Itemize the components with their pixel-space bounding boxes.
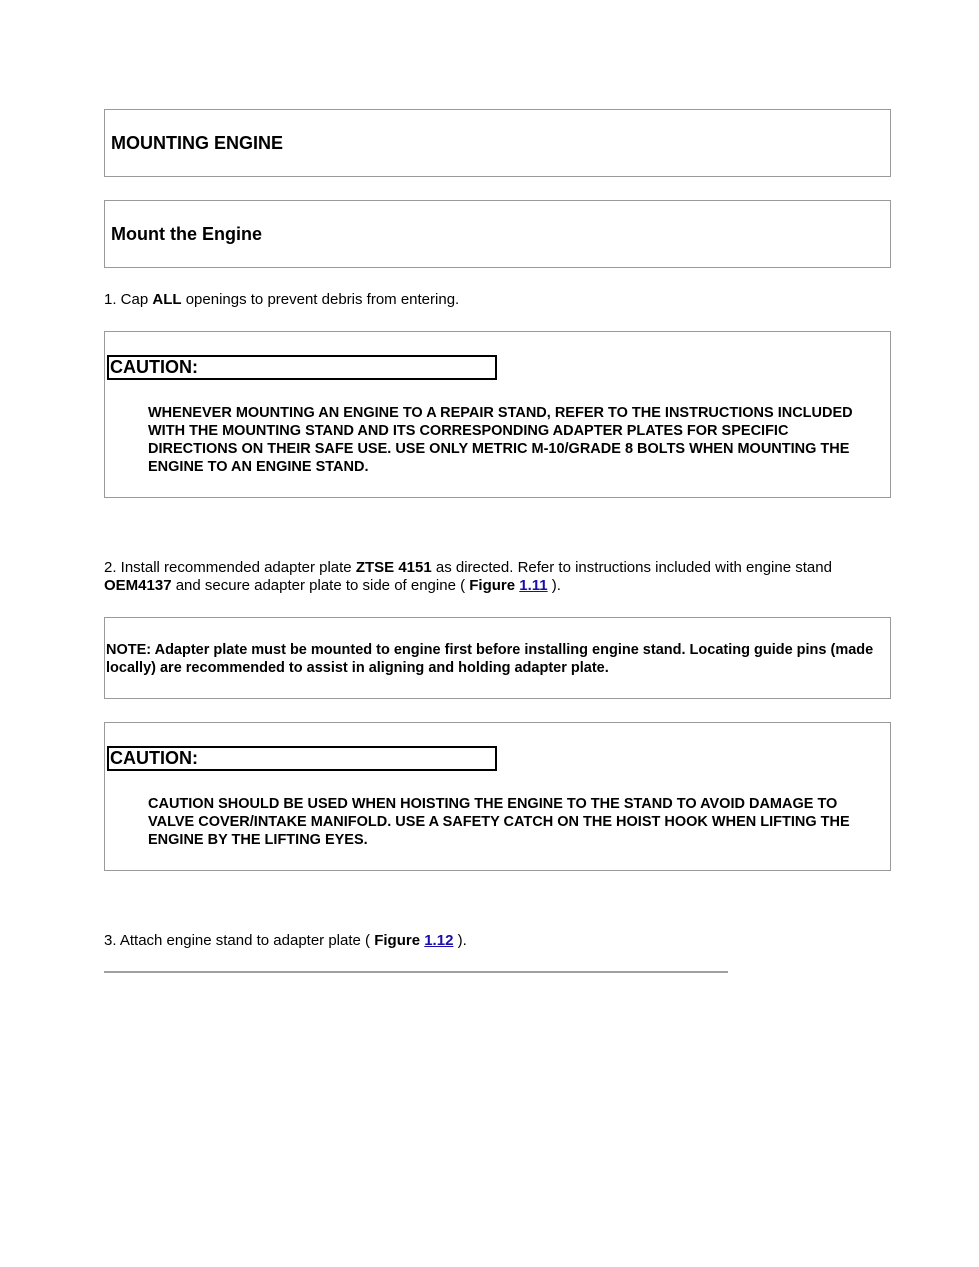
section-header-box [104, 109, 891, 177]
figure-word-1: Figure [469, 577, 516, 594]
horizontal-divider [104, 971, 728, 973]
step-2-text-c: and secure adapter plate to side of engine ( [171, 577, 470, 594]
caution-label-1: CAUTION: [107, 355, 497, 380]
caution-text-1: WHENEVER MOUNTING AN ENGINE TO A REPAIR STAND, REFER TO THE INSTRUCTIONS INCLUDED WITH THE MOUNTING STAND AND ITS CORRESPONDING ADAPTER PLATES FOR SPECIFIC DIRECTIONS ON THEIR SAFE USE. USE ONLY METRIC M-10/GRADE 8 BOLTS WHEN MOUNTING THE ENGINE TO AN ENGINE STAND. [148, 405, 853, 475]
note-box [104, 617, 891, 699]
step-2-text-a: 2. Install recommended adapter plate [104, 559, 356, 576]
caution-box-2 [104, 722, 891, 871]
adapter-plate-part-number: ZTSE 4151 [355, 559, 432, 576]
figure-link-1-12[interactable]: 1.12 [424, 932, 454, 949]
figure-word-2: Figure [374, 932, 421, 949]
note-text: NOTE: Adapter plate must be mounted to engine first before installing engine stand. Locating guide pins (made locally) are recommended to assist in aligning and holding adapter plate. [106, 642, 874, 676]
engine-stand-part-number: OEM4137 [104, 577, 172, 594]
subsection-title: Mount the Engine [111, 224, 262, 244]
step-1-text: 1. Cap [104, 291, 153, 308]
figure-link-1-11[interactable]: 1.11 [519, 577, 548, 594]
step-3 [104, 932, 467, 950]
section-title: MOUNTING ENGINE [111, 133, 284, 153]
step-1-text-end: openings to prevent debris from entering. [181, 291, 460, 308]
subsection-header-box [104, 200, 891, 268]
caution-box-1 [104, 331, 891, 498]
step-1 [104, 291, 459, 309]
caution-text-2: CAUTION SHOULD BE USED WHEN HOISTING THE ENGINE TO THE STAND TO AVOID DAMAGE TO VALVE COVER/INTAKE MANIFOLD. USE A SAFETY CATCH ON THE HOIST HOOK WHEN LIFTING THE ENGINE BY THE LIFTING EYES. [148, 796, 850, 848]
step-1-emphasis: ALL [152, 291, 182, 308]
step-2-text-d: ). [547, 577, 561, 594]
step-3-text-a: 3. Attach engine stand to adapter plate ( [104, 932, 375, 949]
step-2 [104, 559, 891, 595]
caution-label-2: CAUTION: [107, 746, 497, 771]
step-2-text-b: as directed. Refer to instructions included with engine stand [431, 559, 832, 576]
step-3-text-b: ). [453, 932, 467, 949]
